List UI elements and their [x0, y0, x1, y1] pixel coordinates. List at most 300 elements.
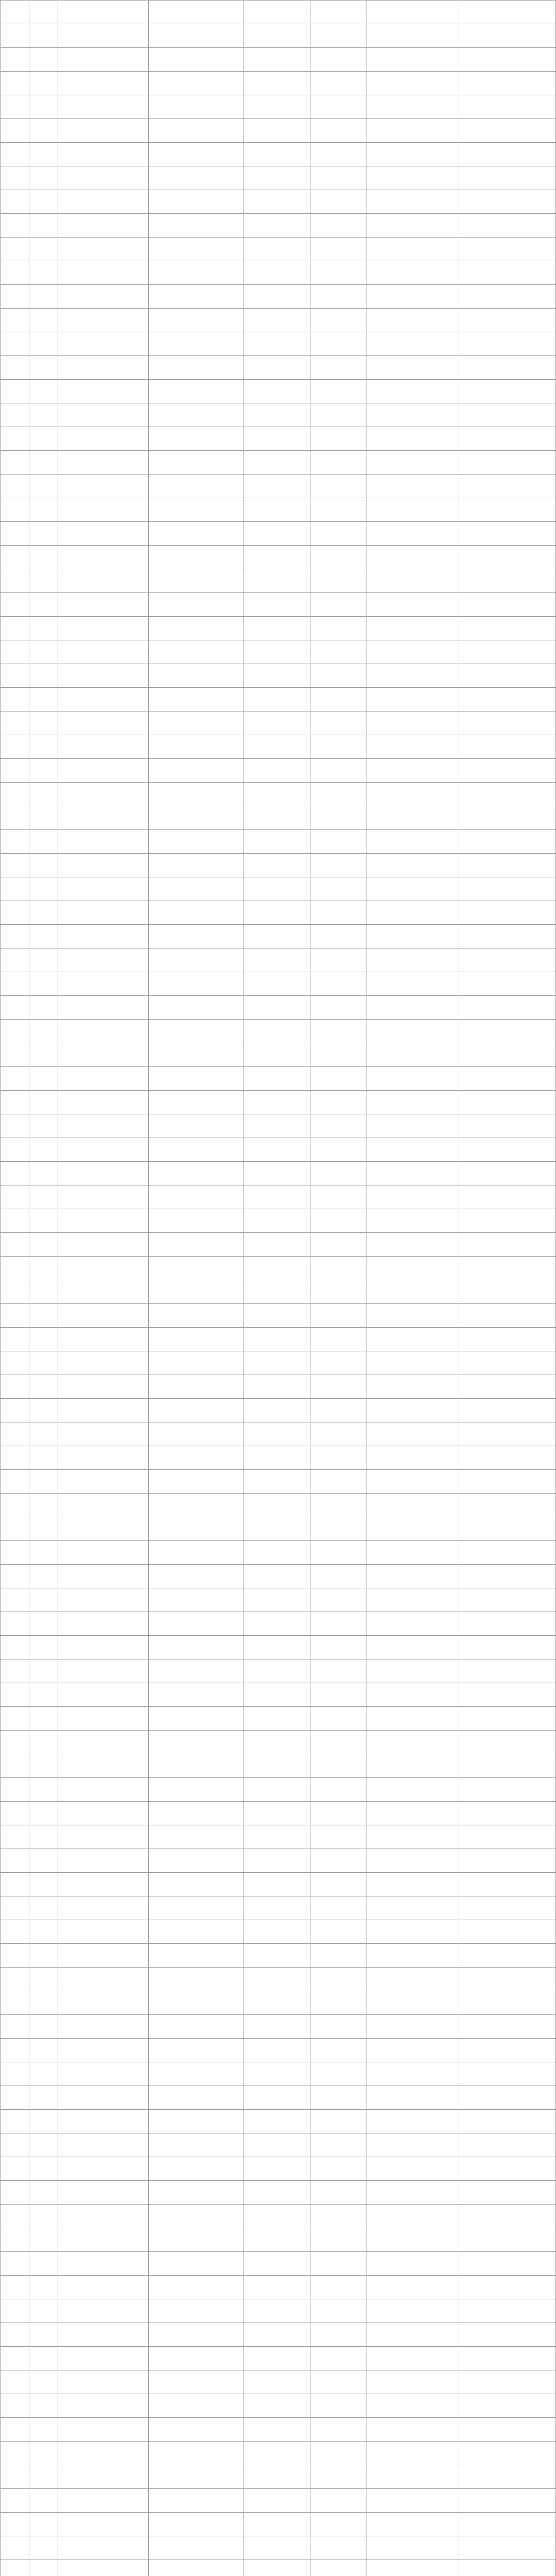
table-cell: [459, 1233, 556, 1257]
table-cell: [58, 1043, 148, 1067]
table-cell: [29, 1541, 58, 1565]
table-cell: [310, 1873, 367, 1896]
table-cell: [367, 1067, 459, 1091]
table-cell: [310, 2394, 367, 2418]
table-cell: [367, 2157, 459, 2181]
table-cell: [367, 972, 459, 996]
table-cell: [148, 735, 244, 759]
table-cell: [1, 925, 29, 948]
table-cell: [58, 119, 148, 143]
table-cell: [459, 2418, 556, 2442]
table-row: [1, 783, 556, 806]
table-cell: [459, 2086, 556, 2110]
table-cell: [29, 427, 58, 451]
table-cell: [310, 474, 367, 498]
table-cell: [367, 95, 459, 119]
table-cell: [459, 2394, 556, 2418]
table-cell: [244, 1470, 310, 1494]
table-cell: [459, 1328, 556, 1351]
table-cell: [148, 356, 244, 380]
table-cell: [148, 1304, 244, 1328]
table-cell: [244, 24, 310, 48]
table-cell: [148, 1588, 244, 1612]
table-cell: [244, 783, 310, 806]
table-cell: [310, 119, 367, 143]
table-cell: [29, 2442, 58, 2465]
table-cell: [148, 593, 244, 617]
table-cell: [244, 2039, 310, 2062]
table-cell: [459, 2276, 556, 2299]
table-cell: [310, 2205, 367, 2228]
table-cell: [367, 285, 459, 309]
table-cell: [459, 1470, 556, 1494]
table-cell: [244, 2133, 310, 2157]
table-cell: [367, 2299, 459, 2323]
table-cell: [310, 1162, 367, 1185]
table-cell: [1, 48, 29, 72]
table-cell: [459, 1968, 556, 1991]
table-cell: [310, 356, 367, 380]
table-cell: [58, 2489, 148, 2513]
table-cell: [367, 1968, 459, 1991]
table-cell: [244, 1328, 310, 1351]
table-cell: [459, 1020, 556, 1043]
table-cell: [310, 166, 367, 190]
table-cell: [367, 1683, 459, 1707]
table-cell: [58, 1185, 148, 1209]
table-cell: [58, 1754, 148, 1778]
table-row: [1, 1257, 556, 1280]
table-row: [1, 1304, 556, 1328]
table-cell: [459, 1422, 556, 1446]
table-row: [1, 1, 556, 24]
table-row: [1, 2442, 556, 2465]
table-cell: [459, 593, 556, 617]
table-cell: [148, 1043, 244, 1067]
table-cell: [367, 1328, 459, 1351]
table-cell: [310, 877, 367, 901]
table-cell: [244, 214, 310, 238]
table-cell: [310, 1517, 367, 1541]
table-cell: [310, 972, 367, 996]
table-cell: [459, 1731, 556, 1754]
table-cell: [1, 2062, 29, 2086]
table-row: [1, 2205, 556, 2228]
table-cell: [29, 2465, 58, 2489]
table-cell: [367, 2110, 459, 2133]
table-cell: [29, 2062, 58, 2086]
table-cell: [29, 1399, 58, 1422]
table-cell: [58, 1968, 148, 1991]
table-cell: [459, 1659, 556, 1683]
table-cell: [367, 1849, 459, 1873]
table-cell: [310, 806, 367, 830]
table-cell: [367, 1138, 459, 1162]
table-cell: [148, 2039, 244, 2062]
table-cell: [367, 996, 459, 1020]
table-row: [1, 166, 556, 190]
table-row: [1, 2062, 556, 2086]
table-cell: [367, 1636, 459, 1659]
table-cell: [244, 2228, 310, 2252]
table-cell: [459, 1588, 556, 1612]
table-cell: [367, 143, 459, 166]
table-cell: [29, 522, 58, 546]
table-cell: [459, 1707, 556, 1731]
table-cell: [459, 1873, 556, 1896]
table-cell: [29, 2157, 58, 2181]
table-row: [1, 711, 556, 735]
table-cell: [148, 48, 244, 72]
table-cell: [29, 2086, 58, 2110]
table-cell: [148, 166, 244, 190]
table-cell: [310, 1233, 367, 1257]
table-cell: [1, 1375, 29, 1399]
table-cell: [58, 640, 148, 664]
table-cell: [310, 2252, 367, 2276]
table-cell: [459, 474, 556, 498]
table-cell: [148, 1328, 244, 1351]
table-cell: [58, 1873, 148, 1896]
table-cell: [310, 403, 367, 427]
table-cell: [310, 2370, 367, 2394]
table-cell: [1, 1067, 29, 1091]
table-cell: [148, 1541, 244, 1565]
table-cell: [310, 427, 367, 451]
table-cell: [29, 1470, 58, 1494]
table-cell: [1, 2086, 29, 2110]
table-cell: [1, 1707, 29, 1731]
table-cell: [148, 948, 244, 972]
table-row: [1, 309, 556, 332]
table-cell: [459, 640, 556, 664]
table-cell: [367, 1114, 459, 1138]
table-cell: [148, 2370, 244, 2394]
table-cell: [58, 1849, 148, 1873]
table-cell: [58, 2252, 148, 2276]
table-cell: [29, 948, 58, 972]
table-cell: [459, 2513, 556, 2536]
table-cell: [1, 166, 29, 190]
table-row: [1, 1233, 556, 1257]
table-cell: [29, 569, 58, 593]
table-cell: [310, 1612, 367, 1636]
table-cell: [244, 1565, 310, 1588]
table-cell: [1, 1968, 29, 1991]
table-cell: [310, 190, 367, 214]
table-cell: [1, 2252, 29, 2276]
table-cell: [1, 759, 29, 783]
table-cell: [244, 2513, 310, 2536]
table-cell: [148, 1067, 244, 1091]
table-cell: [1, 309, 29, 332]
table-cell: [459, 1754, 556, 1778]
table-cell: [244, 1944, 310, 1968]
table-cell: [148, 1494, 244, 1517]
table-cell: [1, 806, 29, 830]
table-row: [1, 1375, 556, 1399]
table-cell: [1, 1091, 29, 1114]
table-cell: [459, 166, 556, 190]
table-cell: [1, 2347, 29, 2370]
table-cell: [29, 1636, 58, 1659]
table-cell: [1, 1494, 29, 1517]
table-cell: [58, 522, 148, 546]
table-cell: [1, 830, 29, 854]
table-cell: [310, 498, 367, 522]
table-cell: [310, 48, 367, 72]
table-cell: [310, 759, 367, 783]
table-cell: [29, 1280, 58, 1304]
table-cell: [1, 2370, 29, 2394]
table-cell: [310, 783, 367, 806]
table-cell: [310, 1825, 367, 1849]
table-cell: [459, 451, 556, 474]
table-row: [1, 2015, 556, 2039]
table-cell: [58, 2133, 148, 2157]
table-cell: [29, 2015, 58, 2039]
table-row: [1, 1944, 556, 1968]
table-cell: [29, 2323, 58, 2347]
table-cell: [367, 2252, 459, 2276]
table-cell: [58, 996, 148, 1020]
table-row: [1, 190, 556, 214]
table-cell: [459, 1825, 556, 1849]
table-cell: [148, 2299, 244, 2323]
table-cell: [29, 2513, 58, 2536]
table-cell: [244, 925, 310, 948]
table-row: [1, 640, 556, 664]
table-cell: [148, 1280, 244, 1304]
table-cell: [29, 2560, 58, 2576]
table-row: [1, 2228, 556, 2252]
table-cell: [29, 2489, 58, 2513]
table-cell: [58, 403, 148, 427]
table-cell: [244, 2465, 310, 2489]
table-row: [1, 1754, 556, 1778]
table-cell: [244, 1968, 310, 1991]
table-cell: [29, 711, 58, 735]
table-cell: [1, 474, 29, 498]
table-cell: [459, 735, 556, 759]
table-cell: [244, 901, 310, 925]
table-cell: [148, 1968, 244, 1991]
table-cell: [1, 1280, 29, 1304]
table-row: [1, 2323, 556, 2347]
table-row: [1, 1020, 556, 1043]
table-cell: [148, 546, 244, 569]
table-cell: [310, 1091, 367, 1114]
table-cell: [29, 1351, 58, 1375]
table-cell: [148, 1636, 244, 1659]
table-cell: [29, 1968, 58, 1991]
table-cell: [58, 972, 148, 996]
table-row: [1, 1849, 556, 1873]
table-cell: [58, 2276, 148, 2299]
table-cell: [459, 1185, 556, 1209]
table-cell: [244, 1659, 310, 1683]
table-cell: [459, 2299, 556, 2323]
table-cell: [1, 854, 29, 877]
table-cell: [244, 2418, 310, 2442]
table-cell: [1, 1659, 29, 1683]
table-cell: [29, 119, 58, 143]
table-cell: [367, 2062, 459, 2086]
table-cell: [148, 1920, 244, 1944]
table-cell: [367, 1470, 459, 1494]
table-cell: [29, 1446, 58, 1470]
table-cell: [367, 1422, 459, 1446]
table-row: [1, 214, 556, 238]
table-row: [1, 498, 556, 522]
table-cell: [367, 1659, 459, 1683]
table-cell: [58, 1731, 148, 1754]
table-cell: [459, 261, 556, 285]
table-cell: [29, 1588, 58, 1612]
table-cell: [58, 1351, 148, 1375]
table-row: [1, 2560, 556, 2576]
table-cell: [367, 1494, 459, 1517]
table-cell: [29, 1825, 58, 1849]
table-cell: [367, 1446, 459, 1470]
table-cell: [244, 2489, 310, 2513]
table-cell: [29, 498, 58, 522]
table-cell: [244, 1399, 310, 1422]
table-row: [1, 948, 556, 972]
table-cell: [310, 711, 367, 735]
table-row: [1, 2276, 556, 2299]
table-cell: [459, 877, 556, 901]
table-cell: [244, 1020, 310, 1043]
table-cell: [310, 1896, 367, 1920]
table-cell: [310, 1541, 367, 1565]
table-cell: [29, 1185, 58, 1209]
table-cell: [1, 2181, 29, 2205]
table-cell: [459, 285, 556, 309]
table-row: [1, 2110, 556, 2133]
table-cell: [29, 2370, 58, 2394]
table-cell: [58, 24, 148, 48]
table-cell: [148, 2015, 244, 2039]
table-cell: [1, 119, 29, 143]
table-cell: [244, 2015, 310, 2039]
table-cell: [244, 854, 310, 877]
table-cell: [310, 1802, 367, 1825]
table-cell: [367, 593, 459, 617]
table-cell: [310, 2323, 367, 2347]
table-cell: [459, 190, 556, 214]
table-cell: [1, 332, 29, 356]
table-cell: [459, 1209, 556, 1233]
table-cell: [58, 1470, 148, 1494]
table-cell: [367, 1612, 459, 1636]
table-cell: [310, 854, 367, 877]
table-cell: [148, 640, 244, 664]
table-cell: [29, 830, 58, 854]
table-cell: [58, 901, 148, 925]
table-cell: [29, 901, 58, 925]
table-cell: [58, 72, 148, 95]
table-cell: [459, 403, 556, 427]
table-cell: [244, 72, 310, 95]
table-body: [1, 1, 556, 2576]
table-cell: [459, 1849, 556, 1873]
table-cell: [459, 1446, 556, 1470]
table-cell: [367, 2205, 459, 2228]
table-cell: [29, 356, 58, 380]
table-cell: [310, 948, 367, 972]
table-cell: [58, 1020, 148, 1043]
table-cell: [367, 1, 459, 24]
table-cell: [244, 2062, 310, 2086]
table-cell: [1, 1304, 29, 1328]
table-cell: [459, 1162, 556, 1185]
table-cell: [310, 1185, 367, 1209]
table-row: [1, 972, 556, 996]
table-cell: [459, 95, 556, 119]
table-cell: [244, 1873, 310, 1896]
table-cell: [148, 1375, 244, 1399]
table-cell: [1, 1020, 29, 1043]
table-row: [1, 1067, 556, 1091]
table-cell: [148, 759, 244, 783]
table-cell: [244, 1280, 310, 1304]
table-cell: [29, 403, 58, 427]
table-cell: [244, 2299, 310, 2323]
table-cell: [367, 2015, 459, 2039]
table-cell: [459, 1778, 556, 1802]
table-cell: [310, 2181, 367, 2205]
table-cell: [29, 143, 58, 166]
table-cell: [1, 1233, 29, 1257]
table-cell: [367, 2370, 459, 2394]
table-cell: [310, 925, 367, 948]
table-cell: [1, 2442, 29, 2465]
table-cell: [58, 1446, 148, 1470]
table-row: [1, 1873, 556, 1896]
table-cell: [367, 356, 459, 380]
table-cell: [148, 24, 244, 48]
table-cell: [58, 214, 148, 238]
table-cell: [244, 380, 310, 403]
table-cell: [367, 640, 459, 664]
table-cell: [244, 617, 310, 640]
table-cell: [310, 2465, 367, 2489]
table-cell: [58, 711, 148, 735]
table-cell: [58, 2228, 148, 2252]
table-row: [1, 1731, 556, 1754]
table-cell: [29, 1, 58, 24]
table-cell: [58, 1802, 148, 1825]
table-cell: [1, 1517, 29, 1541]
table-cell: [459, 143, 556, 166]
table-cell: [459, 2228, 556, 2252]
table-cell: [148, 1944, 244, 1968]
table-cell: [29, 1020, 58, 1043]
table-row: [1, 2086, 556, 2110]
table-row: [1, 238, 556, 261]
table-cell: [244, 1612, 310, 1636]
table-cell: [148, 72, 244, 95]
table-cell: [58, 2015, 148, 2039]
table-cell: [148, 95, 244, 119]
table-cell: [310, 1494, 367, 1517]
table-row: [1, 261, 556, 285]
table-cell: [148, 451, 244, 474]
table-cell: [367, 806, 459, 830]
table-cell: [367, 1707, 459, 1731]
table-cell: [148, 2442, 244, 2465]
